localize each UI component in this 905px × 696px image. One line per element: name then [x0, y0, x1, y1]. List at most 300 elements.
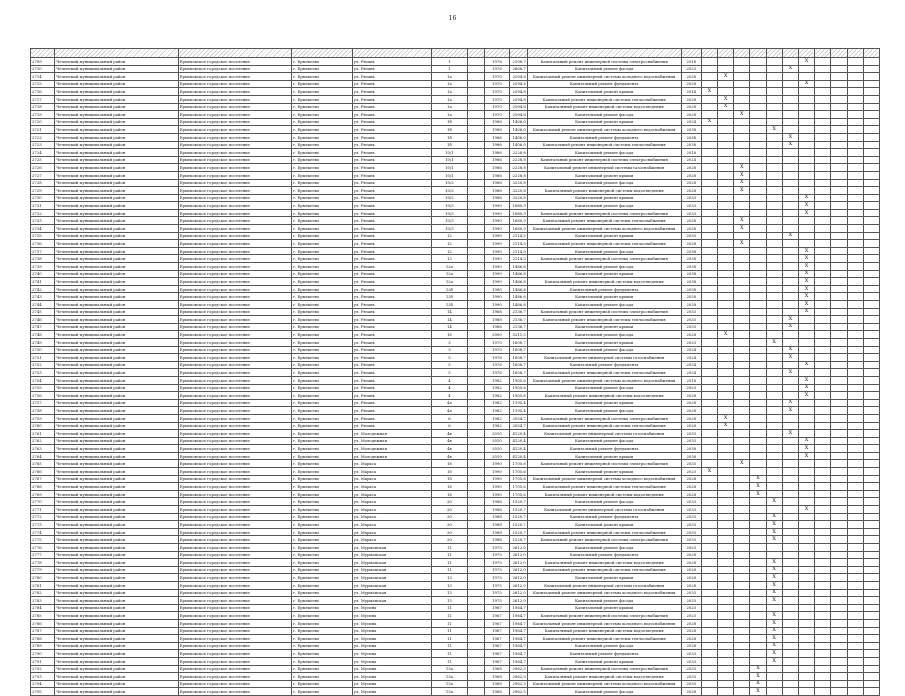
street-cell: ул. Рязань — [352, 232, 431, 240]
district-cell: Чеченский муниципальный район — [55, 232, 178, 240]
extra-cell — [815, 80, 831, 88]
house-number-cell: 13 — [431, 589, 467, 597]
period-mark-cell — [718, 581, 734, 589]
period-mark-cell — [718, 384, 734, 392]
period-mark-cell — [701, 422, 717, 430]
plan-year-cell: 2033 — [681, 536, 701, 544]
floors-cell — [468, 490, 485, 498]
extra-cell — [815, 521, 831, 529]
house-number-cell: 13а — [431, 673, 467, 681]
locality-cell: г. Ермекеево — [292, 255, 353, 263]
extra-cell — [831, 445, 847, 453]
extra-cell — [831, 506, 847, 514]
extra-cell — [815, 65, 831, 73]
period-mark-cell — [701, 323, 717, 331]
period-mark-cell — [798, 559, 814, 567]
extra-cell — [847, 354, 863, 362]
area-cell: 2612,0 — [509, 581, 527, 589]
settlement-cell: Ермековское городское поселение — [178, 544, 291, 552]
plan-year-cell: 2033 — [681, 202, 701, 210]
locality-cell: г. Ермекеево — [292, 521, 353, 529]
period-mark-cell — [734, 513, 750, 521]
period-mark-cell — [766, 688, 782, 696]
extra-cell — [847, 323, 863, 331]
work-type-cell: Капитальный ремонт фундамента — [527, 80, 681, 88]
house-number-cell: 1а — [431, 73, 467, 81]
period-mark-cell — [734, 627, 750, 635]
work-type-cell: Капитальный ремонт фасада — [527, 437, 681, 445]
settlement-cell: Ермековское городское поселение — [178, 111, 291, 119]
period-mark-cell — [734, 399, 750, 407]
period-mark-cell — [734, 156, 750, 164]
extra-cell — [815, 551, 831, 559]
locality-cell: г. Ермекеево — [292, 559, 353, 567]
work-type-cell: Капитальный ремонт инженерной системы газоснабжения — [527, 581, 681, 589]
period-mark-cell — [701, 133, 717, 141]
plan-year-cell: 2033 — [681, 506, 701, 514]
extra-cell — [815, 437, 831, 445]
period-mark-cell — [782, 58, 798, 66]
settlement-cell: Ермековское городское поселение — [178, 58, 291, 66]
area-cell: 1905,6 — [509, 384, 527, 392]
row-id-cell: 2783 — [31, 597, 55, 605]
period-mark-cell — [798, 604, 814, 612]
period-mark-cell — [718, 376, 734, 384]
locality-cell: г. Ермекеево — [292, 247, 353, 255]
period-mark-cell — [782, 263, 798, 271]
period-mark-cell — [782, 452, 798, 460]
period-mark-cell: X — [750, 680, 766, 688]
extra-cell — [831, 361, 847, 369]
district-cell: Чеченский муниципальный район — [55, 285, 178, 293]
extra-cell — [847, 430, 863, 438]
house-number-cell: 5 — [431, 369, 467, 377]
period-mark-cell — [734, 528, 750, 536]
period-mark-cell — [701, 528, 717, 536]
period-mark-cell — [701, 513, 717, 521]
period-mark-cell — [766, 194, 782, 202]
district-cell: Чеченский муниципальный район — [55, 384, 178, 392]
row-id-cell: 2722 — [31, 133, 55, 141]
house-number-cell: 20 — [431, 498, 467, 506]
extra-cell — [831, 156, 847, 164]
district-cell: Чеченский муниципальный район — [55, 247, 178, 255]
period-mark-cell — [798, 179, 814, 187]
extra-cell — [847, 285, 863, 293]
period-mark-cell — [701, 384, 717, 392]
street-cell: ул. Мусина — [352, 650, 431, 658]
period-mark-cell — [734, 293, 750, 301]
table-row — [31, 688, 880, 696]
street-cell: ул. Рязань — [352, 407, 431, 415]
period-mark-cell — [701, 338, 717, 346]
extra-cell — [815, 452, 831, 460]
period-mark-cell: X — [782, 323, 798, 331]
period-mark-cell: X — [782, 232, 798, 240]
table-row — [31, 156, 880, 164]
work-type-cell: Капитальный ремонт инженерной системы теплоснабжения — [527, 141, 681, 149]
table-row — [31, 301, 880, 309]
extra-cell — [847, 642, 863, 650]
build-year-cell: 1982 — [485, 384, 509, 392]
period-mark-cell: X — [782, 346, 798, 354]
settlement-cell: Ермековское городское поселение — [178, 247, 291, 255]
locality-cell: г. Ермекеево — [292, 103, 353, 111]
locality-cell: г. Ермекеево — [292, 88, 353, 96]
work-type-cell: Капитальный ремонт инженерной системы теплоснабжения — [527, 316, 681, 324]
street-cell: ул. Маркса — [352, 460, 431, 468]
period-mark-cell — [718, 657, 734, 665]
plan-year-cell: 2028 — [681, 111, 701, 119]
area-cell: 2962,5 — [509, 673, 527, 681]
period-mark-cell — [734, 506, 750, 514]
extra-cell — [815, 445, 831, 453]
period-mark-cell — [750, 301, 766, 309]
period-mark-cell — [798, 316, 814, 324]
plan-year-cell: 2038 — [681, 270, 701, 278]
period-mark-cell — [766, 285, 782, 293]
extra-cell — [831, 536, 847, 544]
period-mark-cell — [718, 604, 734, 612]
table-row — [31, 612, 880, 620]
extra-cell — [815, 232, 831, 240]
locality-cell: г. Ермекеево — [292, 566, 353, 574]
plan-year-cell: 2018 — [681, 58, 701, 66]
area-cell: 1486,8 — [509, 293, 527, 301]
area-cell: 2114,5 — [509, 240, 527, 248]
period-mark-cell — [701, 149, 717, 157]
street-cell: ул. Мусина — [352, 680, 431, 688]
period-mark-cell — [718, 566, 734, 574]
extra-cell — [815, 331, 831, 339]
period-mark-cell — [798, 665, 814, 673]
plan-year-cell: 2028 — [681, 187, 701, 195]
work-type-cell: Капитальный ремонт фасада — [527, 331, 681, 339]
extra-cell — [847, 164, 863, 172]
floors-cell — [468, 513, 485, 521]
floors-cell — [468, 247, 485, 255]
area-cell: 3220,8 — [509, 179, 527, 187]
period-mark-cell — [766, 65, 782, 73]
house-number-cell: 20 — [431, 528, 467, 536]
area-cell: 2114,5 — [509, 255, 527, 263]
plan-year-cell: 2023 — [681, 468, 701, 476]
period-mark-cell — [734, 88, 750, 96]
work-type-cell: Капитальный ремонт инженерной системы холодного водоснабжения — [527, 376, 681, 384]
extra-cell — [831, 346, 847, 354]
street-cell: ул. Рязань — [352, 270, 431, 278]
period-mark-cell — [782, 673, 798, 681]
row-id-cell: 2721 — [31, 126, 55, 134]
plan-year-cell: 2033 — [681, 521, 701, 529]
period-mark-cell — [766, 376, 782, 384]
work-type-cell: Капитальный ремонт инженерной системы водоотведения — [527, 559, 681, 567]
locality-cell: г. Ермекеево — [292, 202, 353, 210]
build-year-cell: 1970 — [485, 111, 509, 119]
table-row — [31, 270, 880, 278]
period-mark-cell — [766, 544, 782, 552]
extra-cell — [831, 308, 847, 316]
period-mark-cell — [798, 88, 814, 96]
period-mark-cell: X — [798, 308, 814, 316]
district-cell: Чеченский муниципальный район — [55, 95, 178, 103]
work-type-cell: Капитальный ремонт фасада — [527, 498, 681, 506]
period-mark-cell — [750, 240, 766, 248]
period-mark-cell — [750, 58, 766, 66]
period-mark-cell: X — [782, 369, 798, 377]
floors-cell — [468, 452, 485, 460]
house-number-cell: 10/3 — [431, 209, 467, 217]
floors-cell — [468, 544, 485, 552]
extra-cell — [863, 369, 879, 377]
plan-year-cell: 2033 — [681, 430, 701, 438]
locality-cell: г. Ермекеево — [292, 217, 353, 225]
row-id-cell: 2723 — [31, 141, 55, 149]
period-mark-cell — [782, 376, 798, 384]
street-cell: ул. Молодежная — [352, 430, 431, 438]
floors-cell — [468, 301, 485, 309]
period-mark-cell — [798, 597, 814, 605]
row-id-cell: 2742 — [31, 285, 55, 293]
settlement-cell: Ермековское городское поселение — [178, 650, 291, 658]
extra-cell — [863, 111, 879, 119]
extra-cell — [863, 118, 879, 126]
table-row — [31, 65, 880, 73]
extra-cell — [831, 255, 847, 263]
work-type-cell: Капитальный ремонт крыши — [527, 468, 681, 476]
build-year-cell: 1968 — [485, 680, 509, 688]
period-mark-cell — [750, 293, 766, 301]
period-mark-cell — [798, 103, 814, 111]
period-mark-cell — [798, 566, 814, 574]
area-cell: 1486,8 — [509, 278, 527, 286]
district-cell: Чеченский муниципальный район — [55, 483, 178, 491]
extra-cell — [847, 103, 863, 111]
extra-cell — [863, 490, 879, 498]
period-mark-cell — [766, 263, 782, 271]
build-year-cell: 1986 — [485, 118, 509, 126]
extra-cell — [847, 437, 863, 445]
period-mark-cell — [718, 187, 734, 195]
table-row — [31, 133, 880, 141]
period-mark-cell — [734, 544, 750, 552]
row-id-cell: 2724 — [31, 149, 55, 157]
area-cell: 2612,0 — [509, 551, 527, 559]
street-cell: ул. Маркса — [352, 513, 431, 521]
period-mark-cell — [701, 232, 717, 240]
extra-cell — [815, 149, 831, 157]
locality-cell: г. Ермекеево — [292, 149, 353, 157]
settlement-cell: Ермековское городское поселение — [178, 376, 291, 384]
period-mark-cell — [750, 171, 766, 179]
build-year-cell: 1967 — [485, 619, 509, 627]
extra-cell — [815, 285, 831, 293]
extra-cell — [847, 240, 863, 248]
extra-cell — [831, 171, 847, 179]
extra-cell — [863, 566, 879, 574]
extra-cell — [831, 437, 847, 445]
extra-cell — [815, 414, 831, 422]
extra-cell — [847, 232, 863, 240]
area-cell: 1964,7 — [509, 650, 527, 658]
house-number-cell: 13а — [431, 688, 467, 696]
locality-cell: г. Ермекеево — [292, 528, 353, 536]
floors-cell — [468, 376, 485, 384]
plan-year-cell: 2028 — [681, 581, 701, 589]
period-mark-cell — [750, 437, 766, 445]
period-mark-cell — [798, 240, 814, 248]
table-row — [31, 232, 880, 240]
extra-cell — [863, 58, 879, 66]
work-type-cell: Капитальный ремонт крыши — [527, 194, 681, 202]
table-row — [31, 361, 880, 369]
period-mark-cell — [782, 589, 798, 597]
work-type-cell: Капитальный ремонт инженерной системы газоснабжения — [527, 506, 681, 514]
extra-cell — [815, 95, 831, 103]
district-cell: Чеченский муниципальный район — [55, 475, 178, 483]
settlement-cell: Ермековское городское поселение — [178, 551, 291, 559]
district-cell: Чеченский муниципальный район — [55, 346, 178, 354]
extra-cell — [863, 589, 879, 597]
street-cell: ул. Рязань — [352, 346, 431, 354]
settlement-cell: Ермековское городское поселение — [178, 209, 291, 217]
period-mark-cell — [798, 483, 814, 491]
period-mark-cell — [718, 301, 734, 309]
extra-cell — [815, 126, 831, 134]
period-mark-cell — [701, 551, 717, 559]
period-mark-cell — [750, 354, 766, 362]
area-cell: 1608,7 — [509, 369, 527, 377]
period-mark-cell — [782, 361, 798, 369]
period-mark-cell — [766, 225, 782, 233]
floors-cell — [468, 399, 485, 407]
extra-cell — [831, 194, 847, 202]
plan-year-cell: 2024 — [681, 156, 701, 164]
locality-cell: г. Ермекеево — [292, 323, 353, 331]
period-mark-cell — [701, 566, 717, 574]
period-mark-cell — [798, 536, 814, 544]
district-cell: Чеченский муниципальный район — [55, 688, 178, 696]
build-year-cell: 1982 — [485, 414, 509, 422]
extra-cell — [815, 619, 831, 627]
settlement-cell: Ермековское городское поселение — [178, 430, 291, 438]
period-mark-cell — [734, 642, 750, 650]
plan-year-cell: 2028 — [681, 574, 701, 582]
period-mark-cell — [718, 156, 734, 164]
period-mark-cell — [798, 217, 814, 225]
locality-cell: г. Ермекеево — [292, 392, 353, 400]
build-year-cell: 1990 — [485, 278, 509, 286]
period-mark-cell — [701, 627, 717, 635]
period-mark-cell — [718, 247, 734, 255]
district-cell: Чеченский муниципальный район — [55, 308, 178, 316]
area-cell: 1520,7 — [509, 536, 527, 544]
period-mark-cell — [782, 581, 798, 589]
period-mark-cell: X — [734, 217, 750, 225]
street-cell: ул. Мусина — [352, 657, 431, 665]
build-year-cell: 1968 — [485, 665, 509, 673]
district-cell: Чеченский муниципальный район — [55, 354, 178, 362]
row-id-cell: 2790 — [31, 650, 55, 658]
table-row — [31, 680, 880, 688]
street-cell: ул. Рязань — [352, 384, 431, 392]
period-mark-cell: X — [766, 528, 782, 536]
area-cell: 2612,0 — [509, 597, 527, 605]
locality-cell: г. Ермекеево — [292, 589, 353, 597]
extra-cell — [863, 392, 879, 400]
period-mark-cell — [718, 225, 734, 233]
plan-year-cell: 2038 — [681, 141, 701, 149]
period-mark-cell — [701, 619, 717, 627]
header-cell — [847, 49, 863, 58]
plan-year-cell: 2033 — [681, 680, 701, 688]
settlement-cell: Ермековское городское поселение — [178, 597, 291, 605]
plan-year-cell: 2038 — [681, 255, 701, 263]
work-type-cell: Капитальный ремонт инженерной системы электроснабжения — [527, 156, 681, 164]
extra-cell — [831, 80, 847, 88]
locality-cell: г. Ермекеево — [292, 384, 353, 392]
build-year-cell: 1986 — [485, 164, 509, 172]
area-cell: 2962,5 — [509, 665, 527, 673]
period-mark-cell — [782, 171, 798, 179]
extra-cell — [831, 247, 847, 255]
build-year-cell: 1975 — [485, 551, 509, 559]
build-year-cell: 1990 — [485, 490, 509, 498]
period-mark-cell — [782, 642, 798, 650]
period-mark-cell — [701, 346, 717, 354]
floors-cell — [468, 574, 485, 582]
street-cell: ул. Рязань — [352, 308, 431, 316]
table-row — [31, 468, 880, 476]
work-type-cell: Капитальный ремонт инженерной системы водоотведения — [527, 187, 681, 195]
period-mark-cell — [701, 58, 717, 66]
period-mark-cell — [734, 483, 750, 491]
period-mark-cell — [718, 255, 734, 263]
house-number-cell: 10/3 — [431, 217, 467, 225]
extra-cell — [815, 536, 831, 544]
table-row — [31, 498, 880, 506]
extra-cell — [863, 544, 879, 552]
period-mark-cell — [750, 612, 766, 620]
row-id-cell: 2762 — [31, 437, 55, 445]
period-mark-cell — [750, 323, 766, 331]
period-mark-cell — [734, 361, 750, 369]
locality-cell: г. Ермекеево — [292, 673, 353, 681]
area-cell: 2612,0 — [509, 566, 527, 574]
build-year-cell: 1990 — [485, 225, 509, 233]
area-cell: 2228,8 — [509, 164, 527, 172]
extra-cell — [847, 673, 863, 681]
period-mark-cell — [701, 665, 717, 673]
table-row — [31, 179, 880, 187]
plan-year-cell: 2028 — [681, 483, 701, 491]
period-mark-cell — [766, 187, 782, 195]
work-type-cell: Капитальный ремонт инженерной системы теплоснабжения — [527, 422, 681, 430]
settlement-cell: Ермековское городское поселение — [178, 589, 291, 597]
extra-cell — [815, 528, 831, 536]
period-mark-cell — [734, 581, 750, 589]
floors-cell — [468, 217, 485, 225]
row-id-cell: 2751 — [31, 354, 55, 362]
period-mark-cell — [766, 384, 782, 392]
settlement-cell: Ермековское городское поселение — [178, 635, 291, 643]
house-number-cell: 3 — [431, 338, 467, 346]
period-mark-cell — [782, 88, 798, 96]
period-mark-cell — [718, 285, 734, 293]
settlement-cell: Ермековское городское поселение — [178, 171, 291, 179]
house-number-cell: 20 — [431, 506, 467, 514]
floors-cell — [468, 521, 485, 529]
